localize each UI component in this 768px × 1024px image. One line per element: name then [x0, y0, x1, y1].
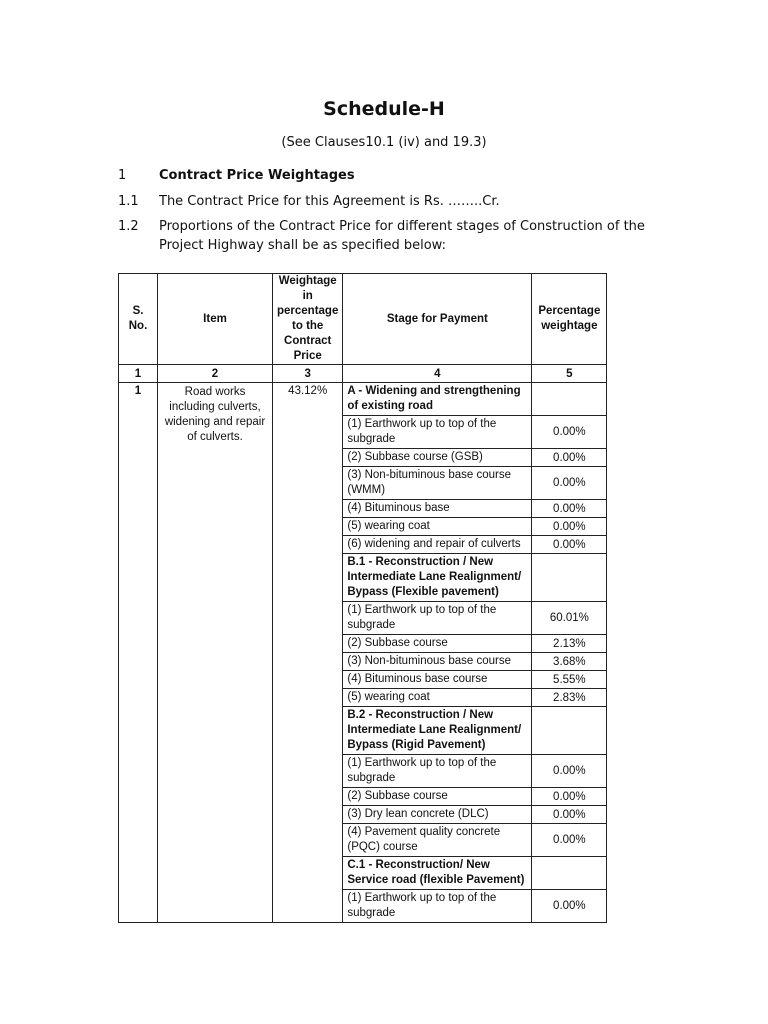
stage-percentage: 0.00%	[532, 449, 607, 467]
stage-item: (3) Non-bituminous base course	[343, 653, 532, 671]
header-percentage: Percentage weightage	[532, 274, 607, 365]
header-stage: Stage for Payment	[343, 274, 532, 365]
stage-item: (5) wearing coat	[343, 518, 532, 536]
header-row	[119, 274, 607, 365]
column-number-row	[119, 365, 607, 383]
stage-item: (1) Earthwork up to top of the subgrade	[343, 416, 532, 449]
stage-percentage	[532, 857, 607, 890]
section-number: 1.1	[118, 194, 139, 209]
stage-percentage: 0.00%	[532, 788, 607, 806]
stage-heading: C.1 - Reconstruction/ New Service road (flexible Pavement)	[343, 857, 532, 890]
header-item: Item	[158, 274, 273, 365]
stage-percentage	[532, 554, 607, 602]
price-weightage-table	[118, 273, 607, 923]
column-number: 4	[343, 365, 532, 383]
stage-percentage: 0.00%	[532, 518, 607, 536]
stage-percentage: 2.13%	[532, 635, 607, 653]
stage-item: (4) Pavement quality concrete (PQC) course	[343, 824, 532, 857]
stage-item: (1) Earthwork up to top of the subgrade	[343, 602, 532, 635]
stage-item: (4) Bituminous base course	[343, 671, 532, 689]
stage-item: (3) Non-bituminous base course (WMM)	[343, 467, 532, 500]
stage-percentage	[532, 707, 607, 755]
stage-item: (2) Subbase course (GSB)	[343, 449, 532, 467]
stage-percentage: 0.00%	[532, 467, 607, 500]
clause-reference: (See Clauses10.1 (iv) and 19.3)	[281, 135, 487, 150]
column-number: 2	[158, 365, 273, 383]
stage-percentage: 0.00%	[532, 416, 607, 449]
section-number: 1	[118, 168, 127, 183]
page-title: Schedule-H	[323, 98, 445, 120]
stage-item: (1) Earthwork up to top of the subgrade	[343, 890, 532, 923]
header-sno: S. No.	[119, 274, 158, 365]
section-1	[118, 166, 659, 185]
stage-heading: B.1 - Reconstruction / New Intermediate Lane Realignment/ Bypass (Flexible pavement)	[343, 554, 532, 602]
column-number: 5	[532, 365, 607, 383]
stage-item: (2) Subbase course	[343, 788, 532, 806]
stage-heading: B.2 - Reconstruction / New Intermediate Lane Realignment/ Bypass (Rigid Pavement)	[343, 707, 532, 755]
stage-percentage: 0.00%	[532, 755, 607, 788]
item-description: Road works including culverts, widening and repair of culverts.	[158, 383, 273, 923]
section-number: 1.2	[118, 219, 139, 234]
stage-percentage: 0.00%	[532, 806, 607, 824]
stage-percentage: 2.83%	[532, 689, 607, 707]
stage-percentage: 0.00%	[532, 824, 607, 857]
item-weightage: 43.12%	[273, 383, 343, 923]
stage-item: (1) Earthwork up to top of the subgrade	[343, 755, 532, 788]
serial-number: 1	[119, 383, 158, 923]
stage-heading: A - Widening and strengthening of existing road	[343, 383, 532, 416]
stage-percentage: 3.68%	[532, 653, 607, 671]
stage-percentage	[532, 383, 607, 416]
column-number: 1	[119, 365, 158, 383]
stage-item: (3) Dry lean concrete (DLC)	[343, 806, 532, 824]
stage-percentage: 60.01%	[532, 602, 607, 635]
header-weightage: Weightage in percentage to the Contract Price	[273, 274, 343, 365]
stage-item: (4) Bituminous base	[343, 500, 532, 518]
stage-percentage: 0.00%	[532, 500, 607, 518]
section-1-2	[118, 217, 659, 255]
stage-item: (5) wearing coat	[343, 689, 532, 707]
stage-percentage: 0.00%	[532, 890, 607, 923]
table-row	[119, 383, 607, 416]
stage-percentage: 5.55%	[532, 671, 607, 689]
stage-item: (6) widening and repair of culverts	[343, 536, 532, 554]
column-number: 3	[273, 365, 343, 383]
section-text: Proportions of the Contract Price for different stages of Construction of the Project Highway shall be as specified below:	[159, 219, 645, 253]
section-1-1	[118, 192, 659, 211]
section-heading: Contract Price Weightages	[159, 168, 355, 183]
section-text: The Contract Price for this Agreement is Rs. ……..Cr.	[159, 194, 500, 209]
stage-item: (2) Subbase course	[343, 635, 532, 653]
table-body	[119, 383, 607, 923]
stage-percentage: 0.00%	[532, 536, 607, 554]
